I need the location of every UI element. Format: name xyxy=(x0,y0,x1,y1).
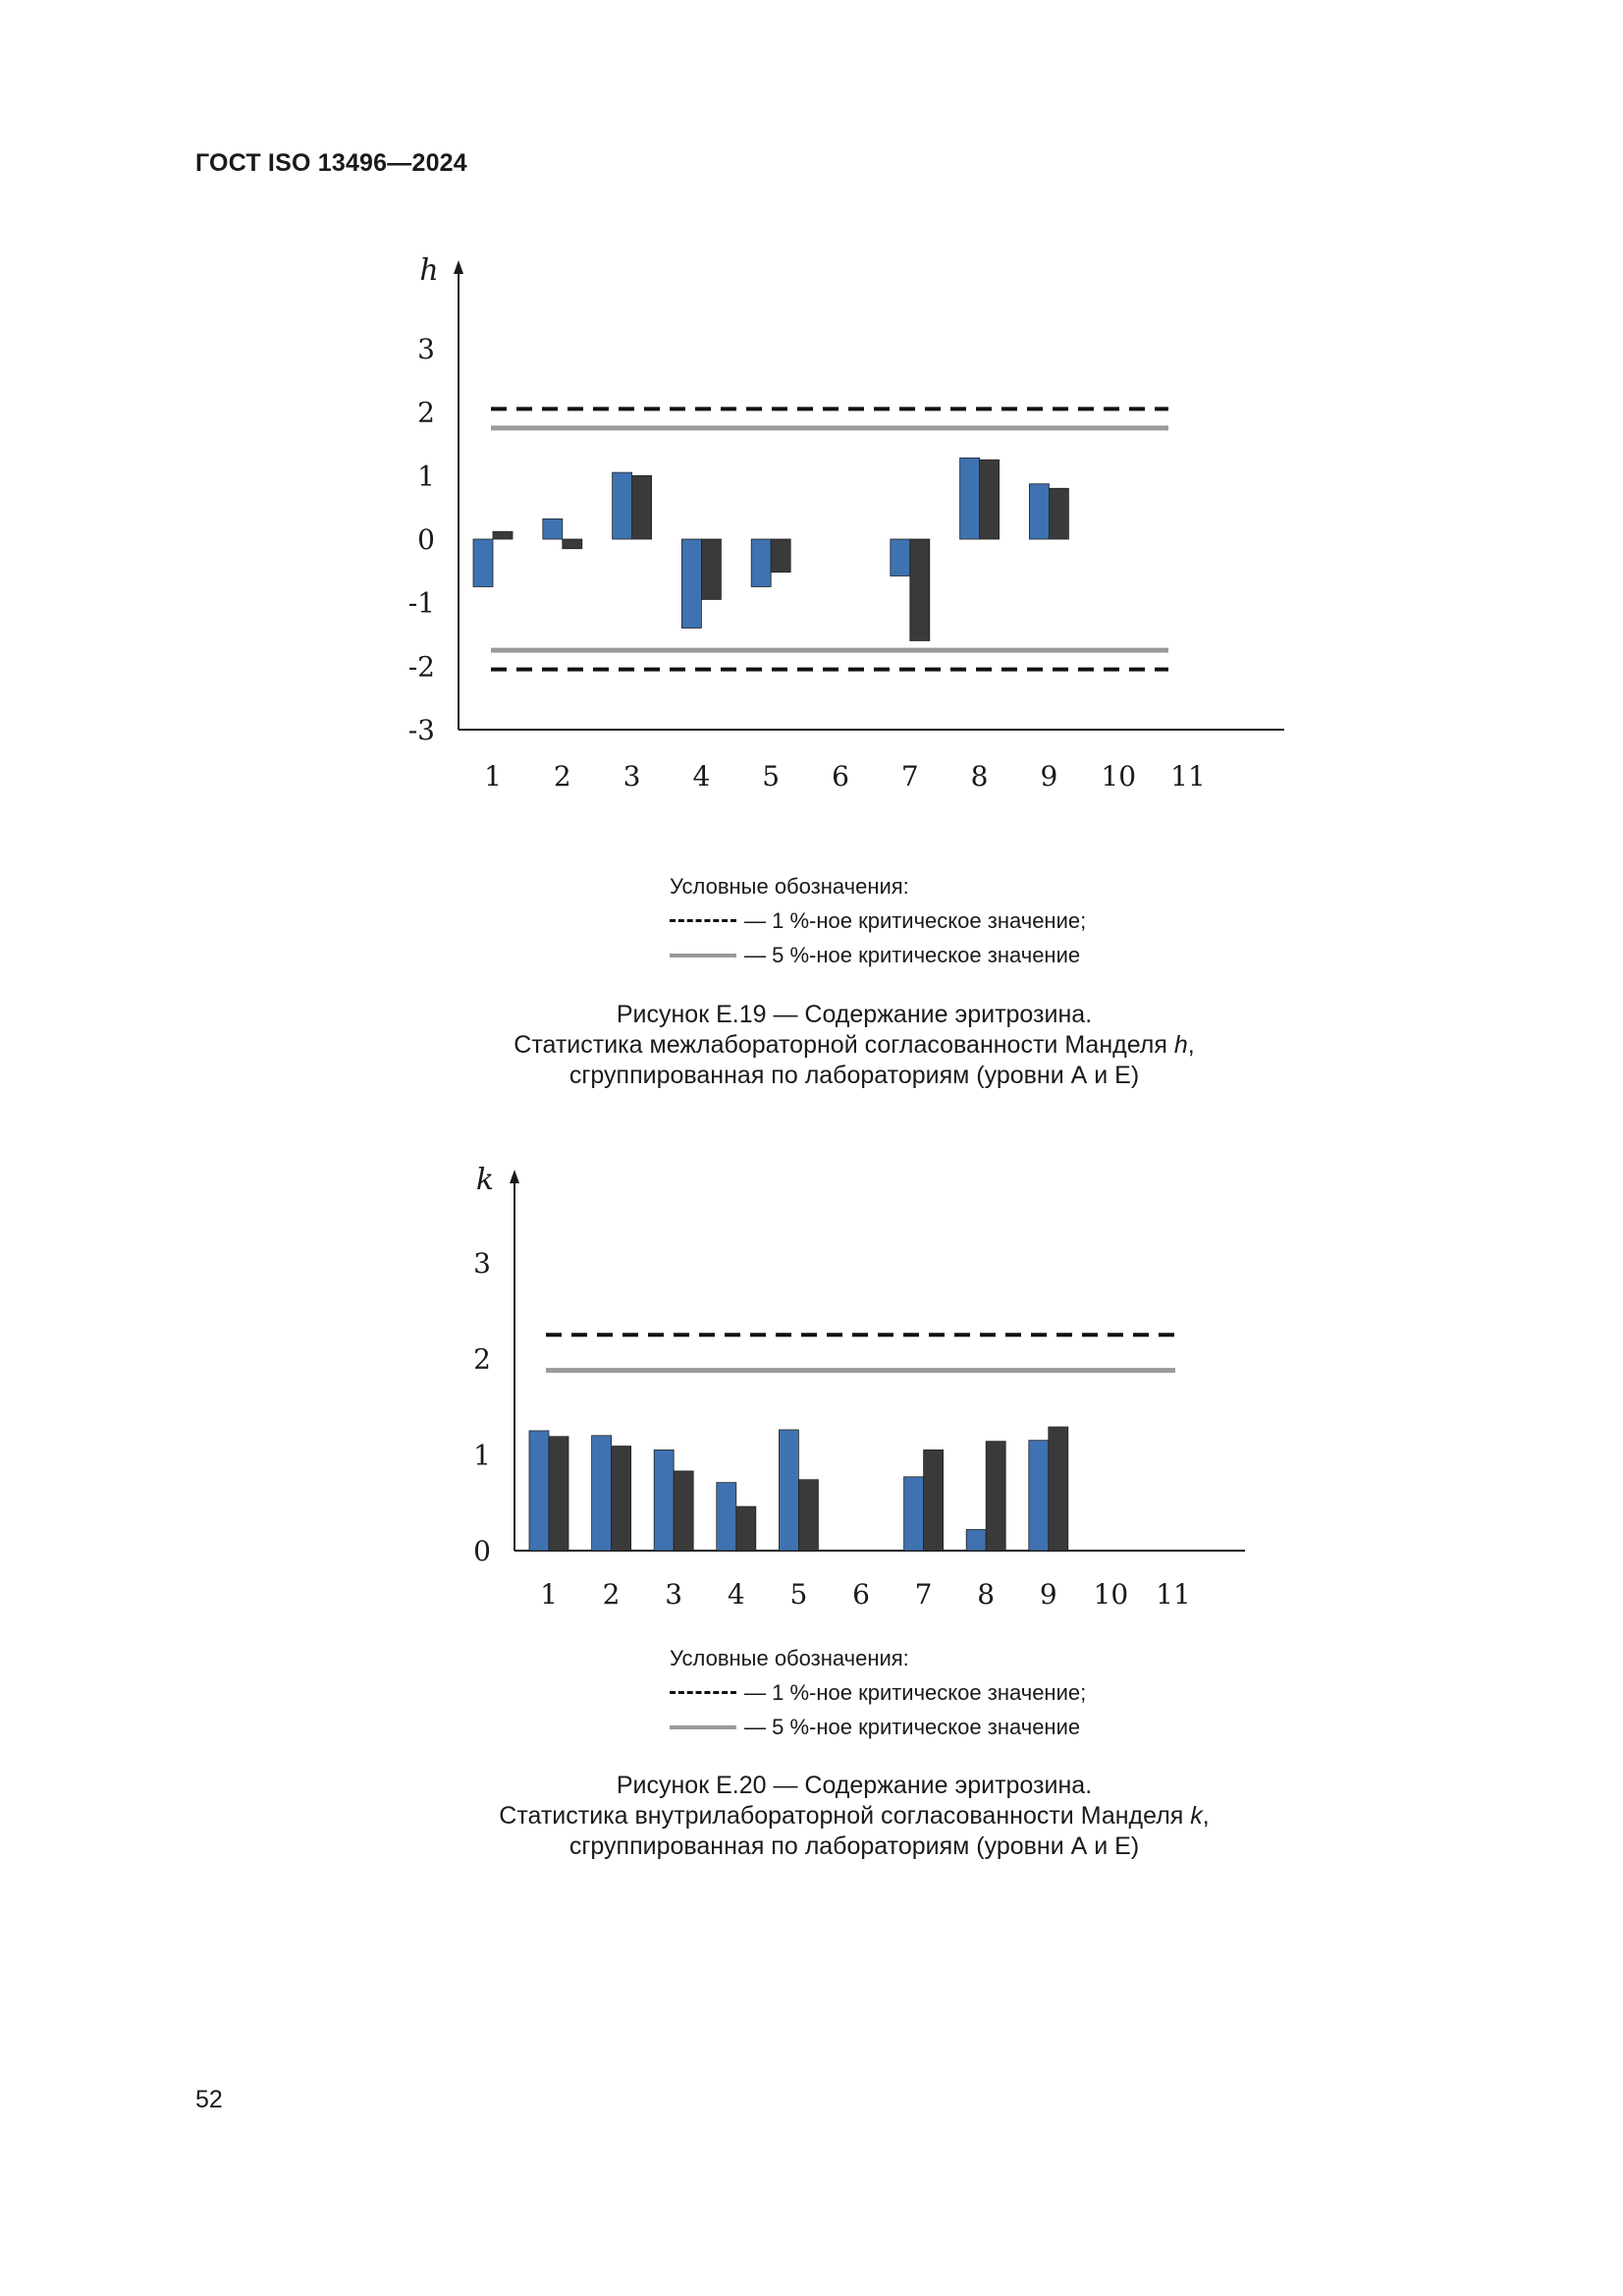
y-tick-label: 2 xyxy=(417,396,435,429)
legend-item-5pct: — 5 %-ное критическое значение xyxy=(670,1710,1086,1744)
legend-title: Условные обозначения: xyxy=(670,1646,909,1670)
caption-line: Рисунок Е.19 — Содержание эритрозина. xyxy=(616,1001,1093,1028)
x-tick-label: 7 xyxy=(900,760,919,793)
bar-level-e xyxy=(771,539,790,573)
x-tick-label: 9 xyxy=(1040,760,1058,793)
bar-level-a xyxy=(613,472,632,539)
caption-line: Рисунок Е.20 — Содержание эритрозина. xyxy=(616,1772,1093,1799)
x-tick-label: 8 xyxy=(977,1578,996,1606)
bar-level-e xyxy=(798,1480,818,1551)
bar-level-a xyxy=(904,1477,924,1551)
bar-level-a xyxy=(891,539,910,576)
bar-level-a xyxy=(654,1449,674,1551)
y-tick-label: 2 xyxy=(473,1342,491,1376)
bar-level-a xyxy=(1029,484,1049,539)
x-tick-label: 4 xyxy=(727,1578,745,1606)
bar-level-a xyxy=(473,539,493,587)
bar-level-a xyxy=(529,1431,549,1551)
x-tick-label: 11 xyxy=(1170,760,1206,793)
y-tick-label: 0 xyxy=(417,523,435,556)
legend-item-1pct: — 1 %-ное критическое значение; xyxy=(670,903,1086,938)
y-axis-arrow-icon xyxy=(454,260,463,274)
bar-level-a xyxy=(592,1436,612,1551)
x-tick-label: 2 xyxy=(553,760,571,793)
y-axis-arrow-icon xyxy=(510,1170,519,1183)
bar-level-a xyxy=(751,539,771,587)
y-tick-label: 3 xyxy=(417,333,435,365)
x-tick-label: 5 xyxy=(762,760,781,793)
bar-level-e xyxy=(980,460,1000,539)
bar-level-a xyxy=(966,1530,986,1551)
bar-level-e xyxy=(986,1442,1005,1551)
y-tick-label: 0 xyxy=(473,1535,491,1567)
bar-level-e xyxy=(1049,488,1068,539)
chart-h-legend xyxy=(670,869,1086,972)
bar-level-e xyxy=(674,1471,693,1551)
bar-level-a xyxy=(779,1430,798,1551)
x-tick-label: 10 xyxy=(1101,760,1137,793)
dashed-line-icon xyxy=(670,1691,736,1694)
figure-e19-caption xyxy=(373,1000,1335,1091)
y-tick-label: 1 xyxy=(417,460,435,493)
x-tick-label: 9 xyxy=(1039,1578,1057,1606)
bar-level-a xyxy=(543,519,563,539)
x-tick-label: 6 xyxy=(832,760,849,793)
legend-item-5pct: — 5 %-ное критическое значение xyxy=(670,938,1086,972)
y-tick-label: -3 xyxy=(407,714,435,746)
caption-line: сгруппированная по лабораториям (уровни А и Е) xyxy=(568,1062,1140,1089)
caption-line: Статистика внутрилабораторной согласованности Манделя k, xyxy=(499,1802,1210,1830)
bar-level-a xyxy=(960,458,980,539)
y-tick-label: 1 xyxy=(473,1439,491,1472)
bar-level-a xyxy=(1029,1441,1049,1551)
bar-level-e xyxy=(924,1449,944,1551)
document-header: ГОСТ ISO 13496—2024 xyxy=(195,149,467,177)
y-tick-label: -2 xyxy=(407,650,435,683)
y-tick-label: 3 xyxy=(473,1247,491,1280)
bar-level-e xyxy=(549,1437,568,1551)
dashed-line-icon xyxy=(670,919,736,922)
bar-level-e xyxy=(910,539,930,640)
mandel-k-chart xyxy=(0,1144,1623,1606)
figure-e20-caption xyxy=(373,1771,1335,1862)
x-tick-label: 7 xyxy=(914,1578,933,1606)
bar-level-a xyxy=(681,539,701,629)
legend-title: Условные обозначения: xyxy=(670,874,909,899)
legend-item-1pct: — 1 %-ное критическое значение; xyxy=(670,1675,1086,1710)
x-tick-label: 10 xyxy=(1093,1578,1129,1606)
chart-k-legend xyxy=(670,1641,1086,1744)
solid-line-icon xyxy=(670,954,736,957)
bar-level-e xyxy=(1049,1427,1068,1551)
x-tick-label: 4 xyxy=(692,760,711,793)
y-axis-label: k xyxy=(475,1163,495,1197)
bar-level-e xyxy=(632,475,652,539)
x-tick-label: 3 xyxy=(665,1578,683,1606)
caption-line: сгруппированная по лабораториям (уровни А и Е) xyxy=(568,1832,1140,1860)
x-tick-label: 6 xyxy=(852,1578,870,1606)
x-tick-label: 1 xyxy=(484,760,502,793)
bar-level-a xyxy=(717,1483,736,1551)
x-tick-label: 11 xyxy=(1156,1578,1191,1606)
bar-level-e xyxy=(736,1506,756,1551)
bar-level-e xyxy=(612,1447,631,1551)
bar-level-e xyxy=(493,531,513,539)
solid-line-icon xyxy=(670,1725,736,1729)
x-tick-label: 3 xyxy=(622,760,641,793)
caption-line: Статистика межлабораторной согласованности Манделя h, xyxy=(514,1031,1195,1059)
bar-level-e xyxy=(563,539,582,549)
x-tick-label: 2 xyxy=(602,1578,621,1606)
x-tick-label: 1 xyxy=(540,1578,558,1606)
page-number: 52 xyxy=(195,2086,223,2113)
y-tick-label: -1 xyxy=(407,586,435,620)
x-tick-label: 8 xyxy=(970,760,989,793)
bar-level-e xyxy=(701,539,721,599)
y-axis-label: h xyxy=(419,253,439,288)
x-tick-label: 5 xyxy=(789,1578,808,1606)
